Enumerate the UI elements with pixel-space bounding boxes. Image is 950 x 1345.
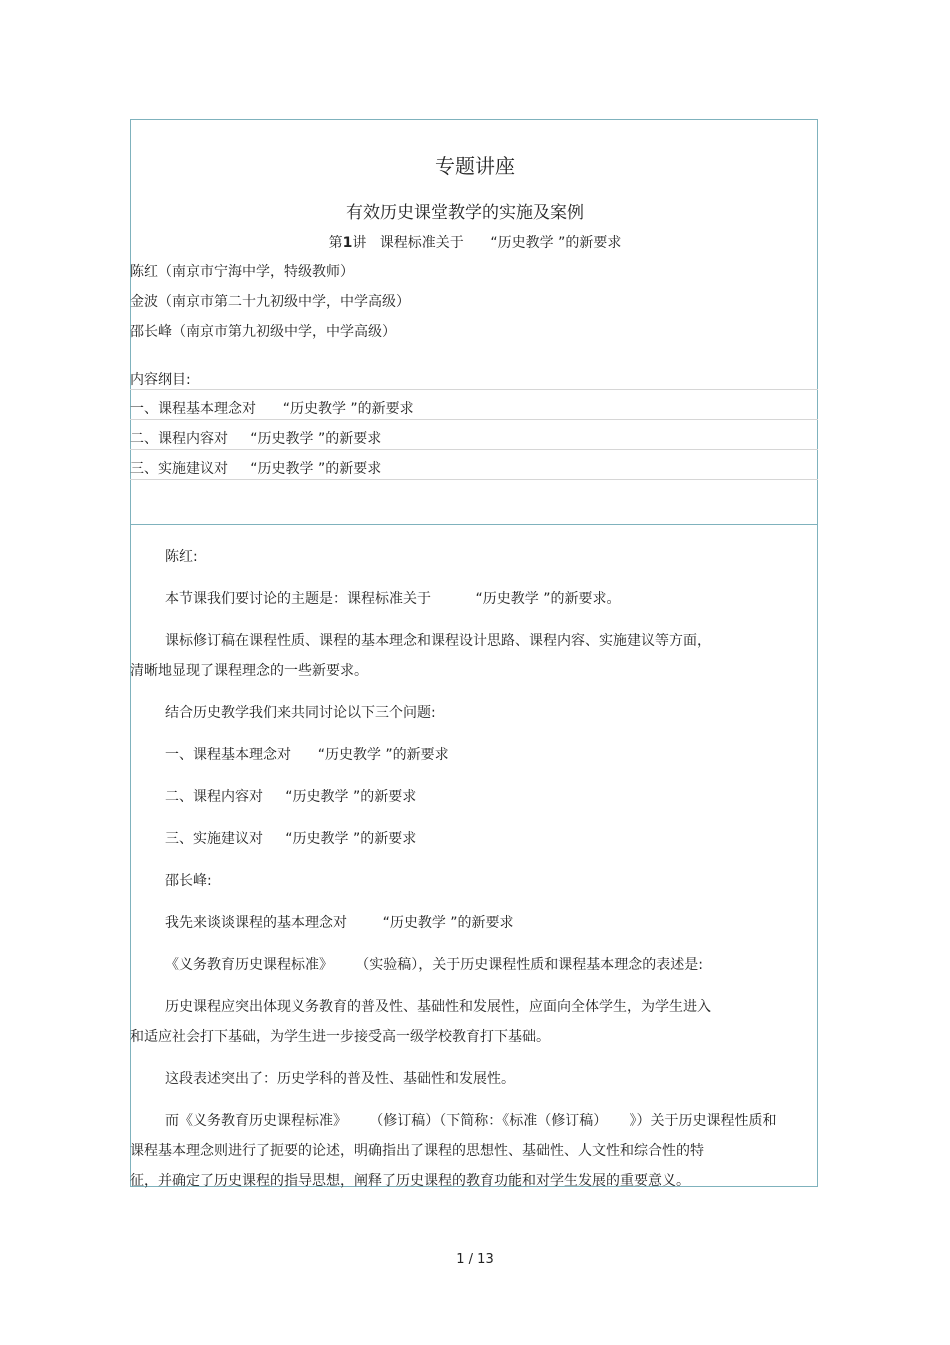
paragraph-continuation: 征，并确定了历史课程的指导思想，阐释了历史课程的教育功能和对学生发展的重要意义。 (130, 1173, 690, 1189)
divider (130, 449, 818, 450)
outline-item: 三、实施建议对 “历史教学 ”的新要求 (130, 461, 382, 477)
page-title: 专题讲座 (435, 154, 515, 178)
paragraph-continuation: 和适应社会打下基础，为学生进一步接受高一级学校教育打下基础。 (130, 1029, 550, 1045)
list-item: 二、课程内容对 “历史教学 ”的新要求 (165, 789, 417, 805)
paragraph-continuation: 课程基本理念则进行了扼要的论述，明确指出了课程的思想性、基础性、人文性和综合性的特 (130, 1143, 704, 1159)
divider (130, 479, 818, 480)
paragraph: 本节课我们要讨论的主题是：课程标准关于 “历史教学 ”的新要求。 (165, 591, 621, 607)
author-line: 邵长峰（南京市第九初级中学，中学高级） (130, 324, 396, 340)
outline-label: 内容纲目: (130, 372, 191, 388)
paragraph: 课标修订稿在课程性质、课程的基本理念和课程设计思路、课程内容、实施建议等方面， (165, 633, 711, 649)
paragraph: 《义务教育历史课程标准》 （实验稿），关于历史课程性质和课程基本理念的表述是: (165, 957, 703, 973)
paragraph-continuation: 清晰地显现了课程理念的一些新要求。 (130, 663, 368, 679)
paragraph: 结合历史教学我们来共同讨论以下三个问题: (165, 705, 436, 721)
outline-item: 一、课程基本理念对 “历史教学 ”的新要求 (130, 401, 414, 417)
paragraph: 历史课程应突出体现义务教育的普及性、基础性和发展性，应面向全体学生，为学生进入 (165, 999, 711, 1015)
author-line: 金波（南京市第二十九初级中学，中学高级） (130, 294, 410, 310)
paragraph: 我先来谈谈课程的基本理念对 “历史教学 ”的新要求 (165, 915, 514, 931)
lecture-topic: 讲 课程标准关于 “历史教学 ”的新要求 (352, 235, 622, 251)
outline-item: 二、课程内容对 “历史教学 ”的新要求 (130, 431, 382, 447)
author-line: 陈红（南京市宁海中学，特级教师） (130, 264, 354, 280)
lecture-prefix: 第 (328, 235, 343, 251)
lecture-heading (0, 232, 950, 252)
speaker-label: 邵长峰: (165, 873, 212, 889)
paragraph: 这段表述突出了：历史学科的普及性、基础性和发展性。 (165, 1071, 515, 1087)
speaker-label: 陈红: (165, 549, 198, 565)
lecture-number: 1 (342, 235, 353, 251)
page-subtitle: 有效历史课堂教学的实施及案例 (346, 203, 584, 223)
list-item: 三、实施建议对 “历史教学 ”的新要求 (165, 831, 417, 847)
list-item: 一、课程基本理念对 “历史教学 ”的新要求 (165, 747, 449, 763)
page-number: 1 / 13 (456, 1252, 494, 1267)
divider (130, 419, 818, 420)
divider (130, 389, 818, 390)
paragraph: 而《义务教育历史课程标准》 （修订稿）（下简称：《标准（修订稿） 》）关于历史课程性质和 (165, 1113, 777, 1129)
